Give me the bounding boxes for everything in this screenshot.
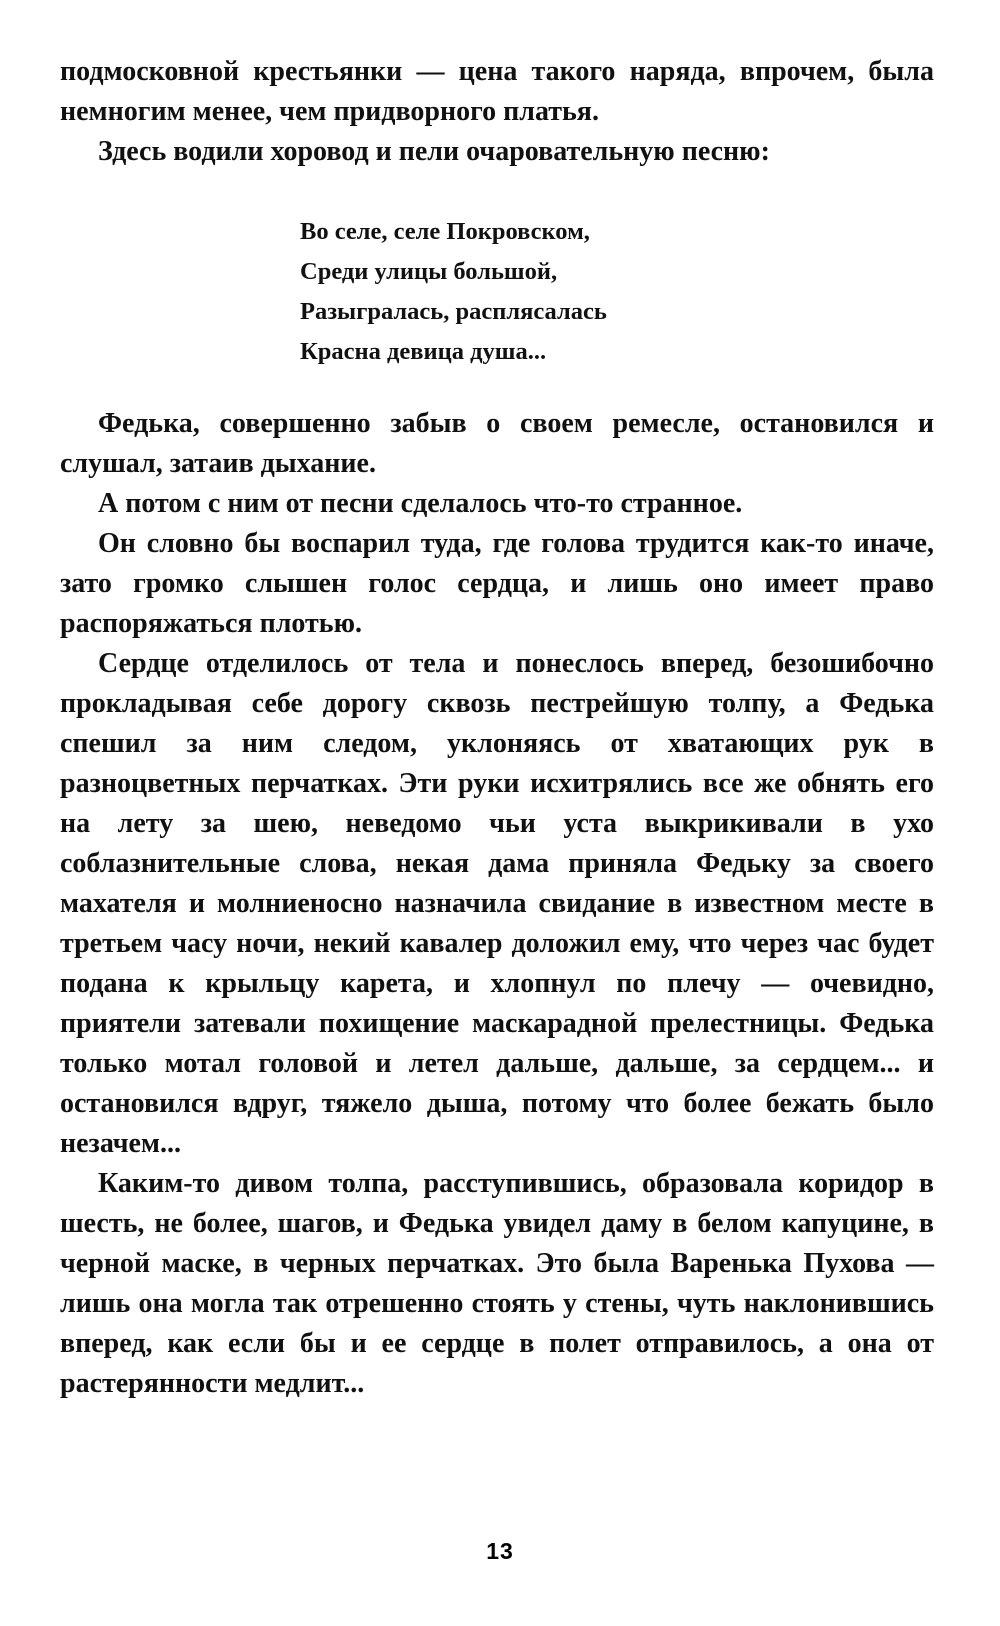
verse-line-1: Во селе, селе Покровском, xyxy=(300,218,590,245)
paragraph-2: Здесь водили хоровод и пели очаровательную песню: xyxy=(98,136,770,167)
paragraph-3: Федька, совершенно забыв о своем ремесле, остановился и слушал, затаив дыхание. xyxy=(60,408,934,479)
verse-line-4: Красна девица душа... xyxy=(300,338,547,365)
song-verse xyxy=(300,212,934,372)
paragraph-6: Сердце отделилось от тела и понеслось вперед, безошибочно прокладывая себе дорогу сквозь пестрейшую толпу, а Федька спешил за ним следом, уклоняясь от хватающих рук в разноцветных перчатках. Эти руки исхитрялись все же обнять его на лету за шею, неведомо чьи уста выкрикивали в ухо соблазнительные слова, некая дама приняла Федьку за своего махателя и молниеносно назначила свидание в известном месте в третьем часу ночи, некий кавалер доложил ему, что через час будет подана к крыльцу карета, и хлопнул по плечу — очевидно, приятели затевали похищение маскарадной прелестницы. Федька только мотал головой и летел дальше, дальше, за сердцем... и остановился вдруг, тяжело дыша, потому что более бежать было незачем... xyxy=(60,648,934,1159)
paragraph-7: Каким-то дивом толпа, расступившись, образовала коридор в шесть, не более, шагов, и Федька увидел даму в белом капуцине, в черной маске, в черных перчатках. Это была Варенька Пухова — лишь она могла так отрешенно стоять у стены, чуть наклонившись вперед, как если бы и ее сердце в полет отправилось, а она от растерянности медлит... xyxy=(60,1168,934,1399)
verse-line-3: Разыгралась, расплясалась xyxy=(300,298,607,325)
paragraph-1: подмосковной крестьянки — цена такого наряда, впрочем, была немногим менее, чем придворного платья. xyxy=(60,56,934,127)
verse-line-2: Среди улицы большой, xyxy=(300,258,558,285)
paragraph-4: А потом с ним от песни сделалось что-то странное. xyxy=(98,488,743,519)
page-number: 13 xyxy=(486,1538,514,1564)
text-after-verse xyxy=(60,404,934,1404)
paragraph-5: Он словно бы воспарил туда, где голова трудится как-то иначе, зато громко слышен голос сердца, и лишь оно имеет право распоряжаться плотью. xyxy=(60,528,934,639)
